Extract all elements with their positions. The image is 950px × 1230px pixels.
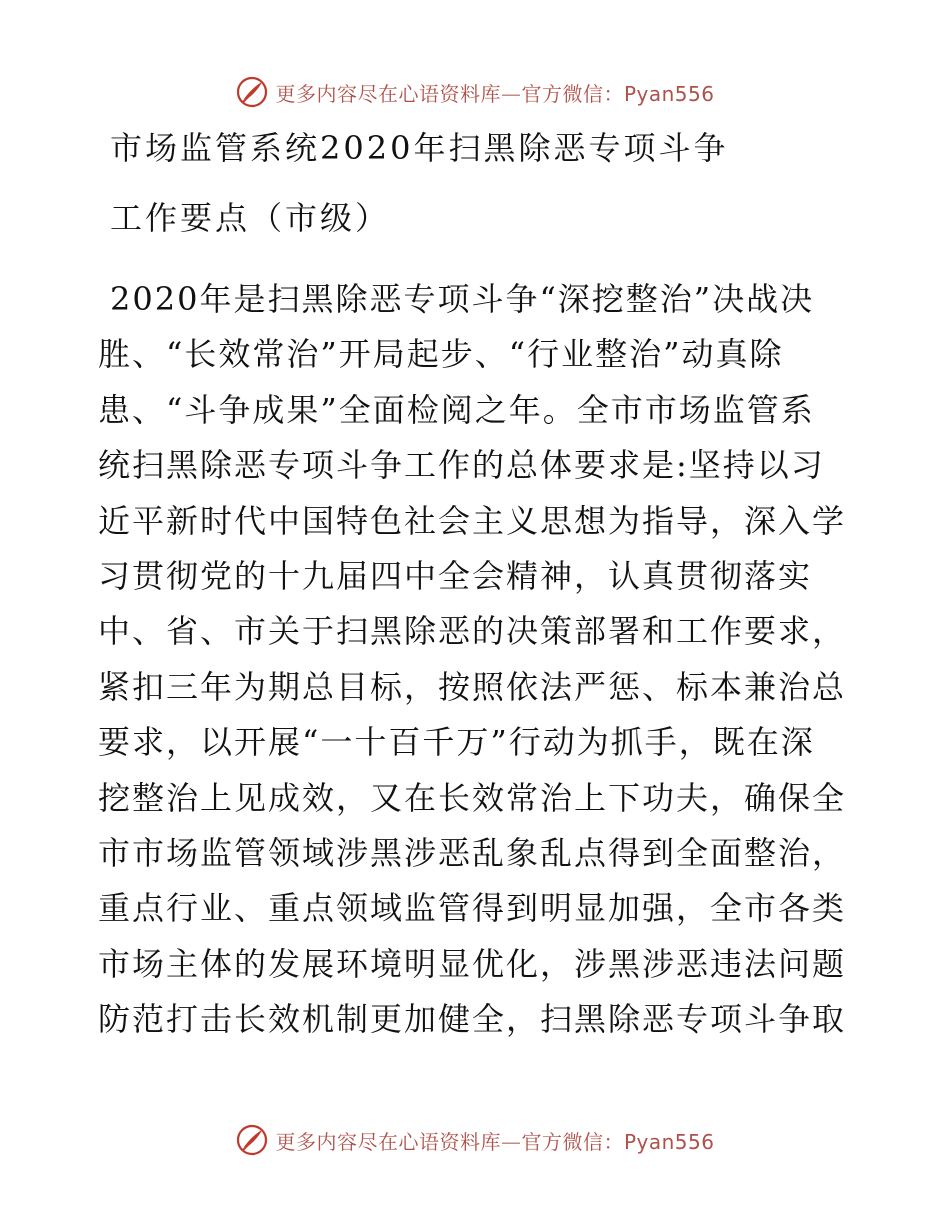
paragraph-line: 市市场监管领域涉黑涉恶乱象乱点得到全面整治， (98, 833, 847, 872)
paragraph-line: 要求，以开展“一十百千万”行动为抓手，既在深 (98, 723, 815, 762)
paragraph-line: 防范打击长效机制更加健全，扫黑除恶专项斗争取 (98, 1000, 847, 1039)
watermark-main: 更多内容尽在心语资料库 (275, 81, 501, 106)
document-title-line-2: 工作要点（市级） (110, 199, 391, 237)
paragraph-line: 习贯彻党的十九届四中全会精神，认真贯彻落实 (98, 556, 813, 595)
document-paragraph (98, 272, 858, 1047)
paragraph-line: 胜、“长效常治”开局起步、“行业整治”动真除 (98, 335, 784, 374)
header-watermark (0, 70, 950, 114)
paragraph-line: 2020年是扫黑除恶专项斗争“深挖整治”决战决 (110, 280, 815, 318)
paragraph-line: 挖整治上见成效，又在长效常治上下功夫，确保全 (98, 778, 847, 817)
document-title-line-1: 市场监管系统2020年扫黑除恶专项斗争 (110, 129, 729, 167)
footer-watermark (0, 1118, 950, 1162)
watermark-suffix: 官方微信：Pyan556 (521, 81, 715, 106)
watermark-dash: — (500, 1129, 522, 1154)
watermark-dash: — (500, 81, 522, 106)
quill-logo-icon (235, 1123, 269, 1157)
paragraph-line: 患、“斗争成果”全面检阅之年。全市市场监管系 (98, 390, 815, 429)
paragraph-line: 近平新时代中国特色社会主义思想为指导，深入学 (98, 501, 847, 540)
watermark-text (275, 1126, 714, 1155)
paragraph-line: 紧扣三年为期总目标，按照依法严惩、标本兼治总 (98, 667, 847, 706)
watermark-text (275, 78, 714, 107)
paragraph-line: 中、省、市关于扫黑除恶的决策部署和工作要求， (98, 612, 847, 651)
watermark-suffix: 官方微信：Pyan556 (521, 1129, 715, 1154)
watermark-main: 更多内容尽在心语资料库 (275, 1129, 501, 1154)
paragraph-line: 重点行业、重点领域监管得到明显加强，全市各类 (98, 889, 847, 928)
paragraph-line: 统扫黑除恶专项斗争工作的总体要求是:坚持以习 (98, 446, 825, 485)
paragraph-line: 市场主体的发展环境明显优化，涉黑涉恶违法问题 (98, 944, 847, 983)
quill-logo-icon (235, 75, 269, 109)
